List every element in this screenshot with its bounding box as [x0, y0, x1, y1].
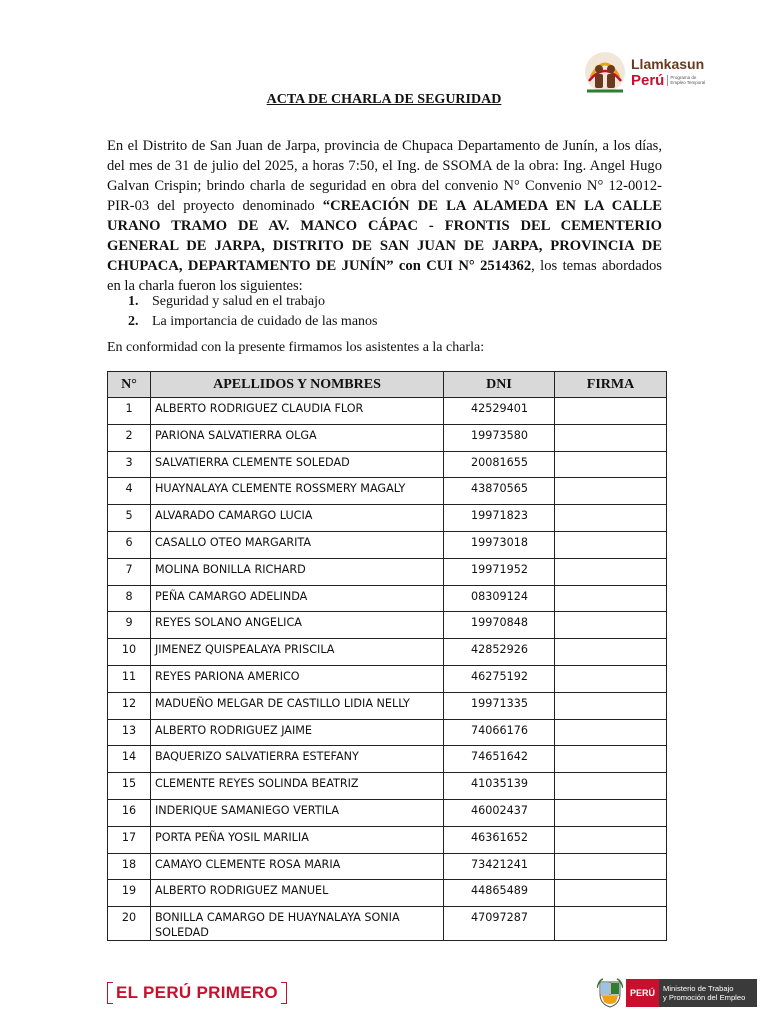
row-number: 13: [108, 719, 151, 746]
table-row: [108, 799, 667, 826]
row-number: 4: [108, 478, 151, 505]
table-row: [108, 826, 667, 853]
row-name: CAMAYO CLEMENTE ROSA MARIA: [151, 853, 444, 880]
topics-list: [128, 292, 377, 331]
row-name: JIMENEZ QUISPEALAYA PRISCILA: [151, 639, 444, 666]
row-dni: 19971952: [444, 558, 555, 585]
table-row: [108, 665, 667, 692]
bracket-left-icon: [107, 982, 113, 1004]
row-signature-cell: [555, 799, 667, 826]
row-name: CLEMENTE REYES SOLINDA BEATRIZ: [151, 773, 444, 800]
intro-text-end: , los temas abordados en la charla fueron los siguientes:: [107, 258, 662, 294]
row-name: ALBERTO RODRIGUEZ JAIME: [151, 719, 444, 746]
row-signature-cell: [555, 826, 667, 853]
row-signature-cell: [555, 531, 667, 558]
row-number: 7: [108, 558, 151, 585]
row-number: 1: [108, 398, 151, 425]
row-dni: 19971823: [444, 505, 555, 532]
row-dni: 41035139: [444, 773, 555, 800]
row-signature-cell: [555, 692, 667, 719]
row-signature-cell: [555, 907, 667, 941]
table-row: [108, 746, 667, 773]
row-name: MOLINA BONILLA RICHARD: [151, 558, 444, 585]
logo-tagline: Programa de Empleo Temporal: [667, 75, 708, 85]
attendance-table: [107, 371, 667, 941]
row-name: ALBERTO RODRIGUEZ CLAUDIA FLOR: [151, 398, 444, 425]
table-row: [108, 558, 667, 585]
row-signature-cell: [555, 719, 667, 746]
topic-text: La importancia de cuidado de las manos: [152, 313, 378, 329]
row-dni: 19971335: [444, 692, 555, 719]
bracket-right-icon: [281, 982, 287, 1004]
row-signature-cell: [555, 478, 667, 505]
row-signature-cell: [555, 558, 667, 585]
row-dni: 08309124: [444, 585, 555, 612]
row-name: ALBERTO RODRIGUEZ MANUEL: [151, 880, 444, 907]
list-item: [128, 292, 377, 312]
row-name: SALVATIERRA CLEMENTE SOLEDAD: [151, 451, 444, 478]
row-number: 16: [108, 799, 151, 826]
row-number: 10: [108, 639, 151, 666]
header-dni: DNI: [444, 372, 555, 398]
row-signature-cell: [555, 746, 667, 773]
table-row: [108, 853, 667, 880]
row-signature-cell: [555, 424, 667, 451]
row-number: 15: [108, 773, 151, 800]
agreement-text: En conformidad con la presente firmamos los asistentes a la charla:: [107, 340, 485, 355]
row-name: BONILLA CAMARGO DE HUAYNALAYA SONIA SOLEDAD: [151, 907, 444, 941]
row-signature-cell: [555, 451, 667, 478]
row-name: PARIONA SALVATIERRA OLGA: [151, 424, 444, 451]
ministry-label: [659, 979, 757, 1007]
row-signature-cell: [555, 639, 667, 666]
row-dni: 43870565: [444, 478, 555, 505]
row-signature-cell: [555, 398, 667, 425]
row-dni: 19973018: [444, 531, 555, 558]
row-dni: 46002437: [444, 799, 555, 826]
row-signature-cell: [555, 853, 667, 880]
ministry-logo: [597, 978, 757, 1008]
row-name: BAQUERIZO SALVATIERRA ESTEFANY: [151, 746, 444, 773]
row-number: 3: [108, 451, 151, 478]
intro-text: En el Distrito de San Juan de Jarpa, provincia de Chupaca Departamento de Junín, a los días, del mes de 31 de julio del 2025, a horas 7:50, el Ing. de SSOMA de la obra: Ing. Angel Hugo Galvan Crispin; brindo charla de seguridad en obra del convenio N° Convenio N° 12-0012-PIR-03 del proyecto denominado: [107, 138, 662, 214]
row-name: CASALLO OTEO MARGARITA: [151, 531, 444, 558]
row-number: 8: [108, 585, 151, 612]
intro-paragraph: [107, 136, 662, 296]
row-name: MADUEÑO MELGAR DE CASTILLO LIDIA NELLY: [151, 692, 444, 719]
row-dni: 42852926: [444, 639, 555, 666]
row-dni: 47097287: [444, 907, 555, 941]
row-number: 11: [108, 665, 151, 692]
row-name: HUAYNALAYA CLEMENTE ROSSMERY MAGALY: [151, 478, 444, 505]
peru-label: PERÚ: [626, 979, 659, 1007]
row-dni: 74651642: [444, 746, 555, 773]
ministry-line-1: Ministerio de Trabajo: [663, 984, 734, 993]
row-signature-cell: [555, 773, 667, 800]
ministry-line-2: y Promoción del Empleo: [663, 993, 746, 1002]
table-row: [108, 585, 667, 612]
workers-emblem-icon: [583, 47, 627, 97]
header-signature: FIRMA: [555, 372, 667, 398]
row-dni: 20081655: [444, 451, 555, 478]
table-header-row: [108, 372, 667, 398]
table-row: [108, 719, 667, 746]
table-row: [108, 692, 667, 719]
header-name: APELLIDOS Y NOMBRES: [151, 372, 444, 398]
table-row: [108, 639, 667, 666]
coat-of-arms-icon: [597, 978, 623, 1008]
row-number: 19: [108, 880, 151, 907]
peru-primero-logo: [107, 982, 287, 1004]
row-name: PEÑA CAMARGO ADELINDA: [151, 585, 444, 612]
table-row: [108, 451, 667, 478]
row-dni: 73421241: [444, 853, 555, 880]
row-dni: 74066176: [444, 719, 555, 746]
table-row: [108, 424, 667, 451]
row-name: INDERIQUE SAMANIEGO VERTILA: [151, 799, 444, 826]
row-dni: 42529401: [444, 398, 555, 425]
row-signature-cell: [555, 880, 667, 907]
row-number: 14: [108, 746, 151, 773]
footer-slogan: EL PERÚ PRIMERO: [116, 983, 278, 1002]
topic-number: 2.: [128, 313, 139, 329]
row-name: PORTA PEÑA YOSIL MARILIA: [151, 826, 444, 853]
row-dni: 46275192: [444, 665, 555, 692]
table-row: [108, 907, 667, 941]
row-number: 9: [108, 612, 151, 639]
row-dni: 46361652: [444, 826, 555, 853]
logo-country: Perú: [631, 71, 665, 89]
row-dni: 44865489: [444, 880, 555, 907]
row-number: 2: [108, 424, 151, 451]
list-item: [128, 312, 377, 332]
document-title: ACTA DE CHARLA DE SEGURIDAD: [266, 92, 502, 107]
table-row: [108, 398, 667, 425]
project-name: “CREACIÓN DE LA ALAMEDA EN LA CALLE URANO TRAMO DE AV. MANCO CÁPAC - FRONTIS DEL CEMENTERIO GENERAL DE JARPA, DISTRITO DE SAN JUAN DE JARPA, PROVINCIA DE CHUPACA, DEPARTAMENTO DE JUNÍN” con CUI N° 2514362: [107, 198, 662, 274]
row-number: 20: [108, 907, 151, 941]
table-row: [108, 880, 667, 907]
header-number: N°: [108, 372, 151, 398]
table-row: [108, 773, 667, 800]
table-row: [108, 505, 667, 532]
row-number: 12: [108, 692, 151, 719]
row-number: 5: [108, 505, 151, 532]
row-signature-cell: [555, 585, 667, 612]
row-name: REYES PARIONA AMERICO: [151, 665, 444, 692]
row-dni: 19970848: [444, 612, 555, 639]
topic-number: 1.: [128, 294, 139, 309]
logo-name: Llamkasun: [631, 55, 705, 72]
row-signature-cell: [555, 612, 667, 639]
row-signature-cell: [555, 505, 667, 532]
row-signature-cell: [555, 665, 667, 692]
row-dni: 19973580: [444, 424, 555, 451]
table-row: [108, 478, 667, 505]
row-number: 18: [108, 853, 151, 880]
row-name: ALVARADO CAMARGO LUCIA: [151, 505, 444, 532]
row-name: REYES SOLANO ANGELICA: [151, 612, 444, 639]
table-row: [108, 612, 667, 639]
topic-text: Seguridad y salud en el trabajo: [152, 294, 326, 309]
row-number: 17: [108, 826, 151, 853]
table-row: [108, 531, 667, 558]
row-number: 6: [108, 531, 151, 558]
